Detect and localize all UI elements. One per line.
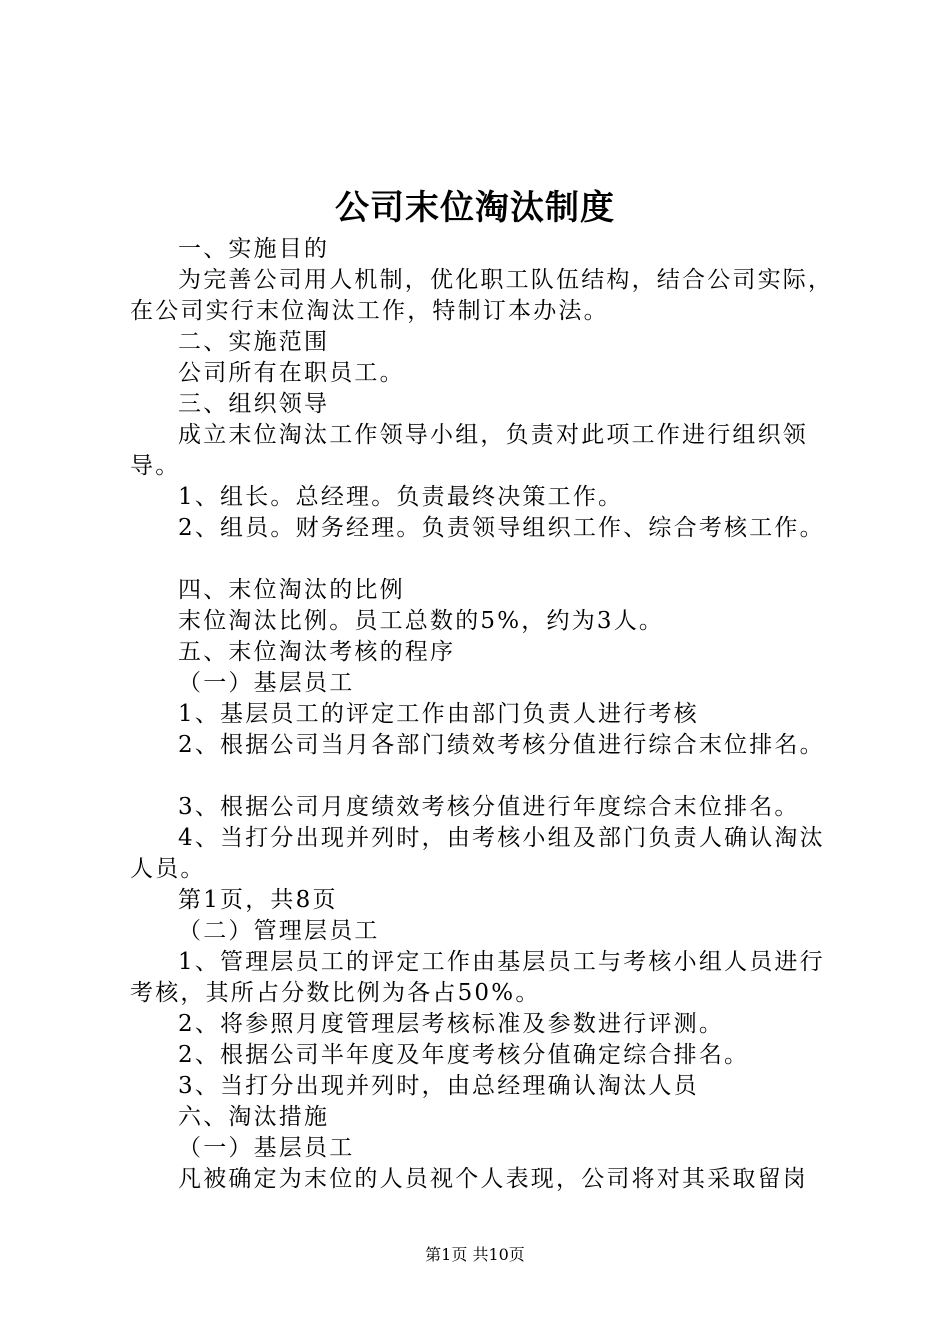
paragraph-ratio: 末位淘汰比例。员工总数的5%，约为3人。 xyxy=(178,608,665,634)
subsection-heading-basic-staff-measures: （一）基层员工 xyxy=(178,1135,355,1161)
list-item-basic-4: 4、当打分出现并列时，由考核小组及部门负责人确认淘汰人员。 xyxy=(130,825,825,882)
paragraph-scope: 公司所有在职员工。 xyxy=(178,360,405,386)
list-item-basic-2: 2、根据公司当月各部门绩效考核分值进行综合末位排名。 xyxy=(178,732,825,758)
list-item-management-2: 2、将参照月度管理层考核标准及参数进行评测。 xyxy=(178,1011,725,1037)
list-item-leader: 1、组长。总经理。负责最终决策工作。 xyxy=(178,484,624,510)
section-heading-ratio: 四、末位淘汰的比例 xyxy=(178,577,405,603)
inline-page-marker: 第1页，共8页 xyxy=(178,887,338,913)
page-footer: 第1页 共10页 xyxy=(425,1245,525,1264)
subsection-heading-management: （二）管理层员工 xyxy=(178,918,380,944)
blank-line xyxy=(130,761,835,792)
section-heading-procedure: 五、末位淘汰考核的程序 xyxy=(178,639,456,665)
document-title: 公司末位淘汰制度 xyxy=(335,188,615,228)
paragraph-purpose: 为完善公司用人机制，优化职工队伍结构，结合公司实际，在公司实行末位淘汰工作，特制订本办法。 xyxy=(130,267,834,324)
blank-line xyxy=(130,544,835,575)
section-heading-purpose: 一、实施目的 xyxy=(178,236,330,262)
section-heading-scope: 二、实施范围 xyxy=(178,329,330,355)
list-item-basic-3: 3、根据公司月度绩效考核分值进行年度综合末位排名。 xyxy=(178,794,800,820)
subsection-heading-basic-staff: （一）基层员工 xyxy=(178,670,355,696)
section-heading-measures: 六、淘汰措施 xyxy=(178,1104,330,1130)
list-item-member: 2、组员。财务经理。负责领导组织工作、综合考核工作。 xyxy=(178,515,825,541)
section-heading-leadership: 三、组织领导 xyxy=(178,391,330,417)
list-item-basic-1: 1、基层员工的评定工作由部门负责人进行考核 xyxy=(178,701,699,727)
paragraph-leadership: 成立末位淘汰工作领导小组，负责对此项工作进行组织领导。 xyxy=(130,422,808,479)
paragraph-measures: 凡被确定为末位的人员视个人表现，公司将对其采取留岗 xyxy=(178,1166,808,1192)
document-body xyxy=(130,234,835,1195)
list-item-management-4: 3、当打分出现并列时，由总经理确认淘汰人员 xyxy=(178,1073,699,1099)
list-item-management-1: 1、管理层员工的评定工作由基层员工与考核小组人员进行考核，其所占分数比例为各占50%。 xyxy=(130,949,825,1006)
list-item-management-3: 2、根据公司半年度及年度考核分值确定综合排名。 xyxy=(178,1042,750,1068)
